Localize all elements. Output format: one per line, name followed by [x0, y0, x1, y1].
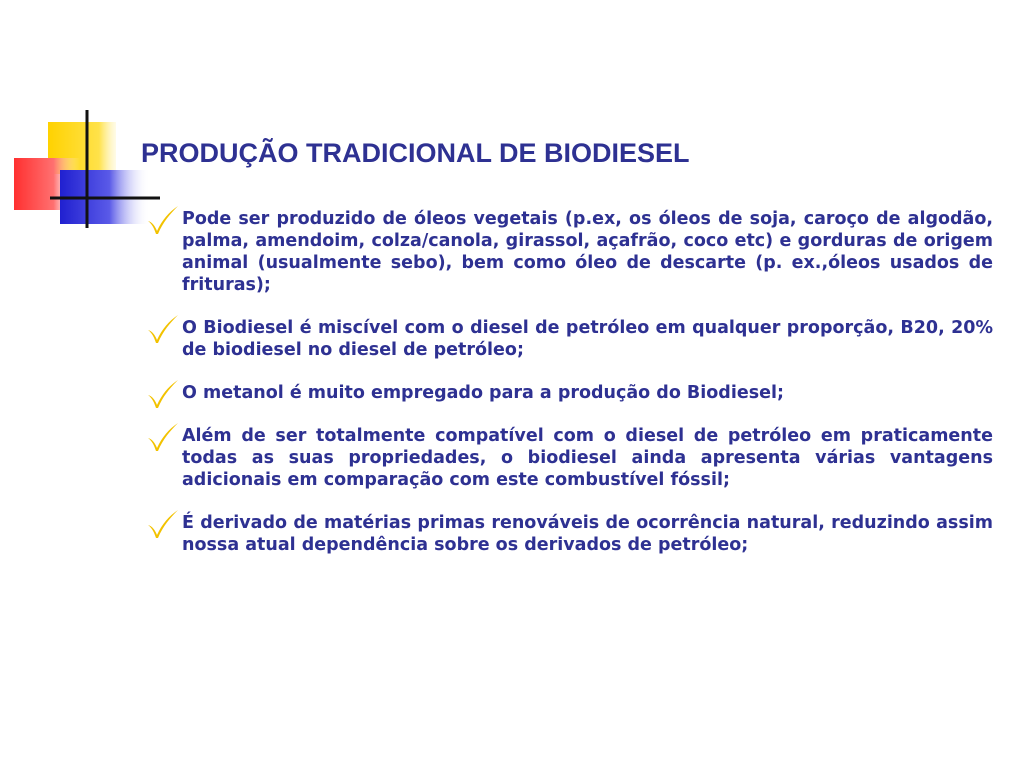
- bullet-text: Pode ser produzido de óleos vegetais (p.ex, os óleos de soja, caroço de algodão, palma, amendoim, colza/canola, girassol, açafrão, coco etc) e gorduras de origem animal (usualmente sebo), bem como óleo de descarte (p. ex.,óleos usados de frituras);: [182, 209, 993, 295]
- check-mark-icon: [145, 508, 181, 540]
- bullet-text: É derivado de matérias primas renováveis de ocorrência natural, reduzindo assim nossa atual dependência sobre os derivados de petróleo;: [182, 513, 993, 555]
- decorative-squares: [0, 0, 160, 240]
- bullet-item: [145, 382, 993, 404]
- check-mark-icon: [145, 378, 181, 410]
- bullet-item: [145, 425, 993, 491]
- bullet-text: O metanol é muito empregado para a produção do Biodiesel;: [182, 383, 784, 403]
- bullet-text: O Biodiesel é miscível com o diesel de petróleo em qualquer proporção, B20, 20% de biodiesel no diesel de petróleo;: [182, 318, 993, 360]
- bullet-item: [145, 317, 993, 361]
- slide-title: PRODUÇÃO TRADICIONAL DE BIODIESEL: [141, 138, 690, 168]
- check-mark-icon: [145, 421, 181, 453]
- check-mark-icon: [145, 313, 181, 345]
- bullet-item: [145, 512, 993, 556]
- bullet-text: Além de ser totalmente compatível com o diesel de petróleo em praticamente todas as suas propriedades, o biodiesel ainda apresenta várias vantagens adicionais em comparação com este combustível fóssil;: [182, 426, 993, 490]
- bullet-item: [145, 208, 993, 296]
- bullet-list: [145, 208, 993, 577]
- check-mark-icon: [145, 204, 181, 236]
